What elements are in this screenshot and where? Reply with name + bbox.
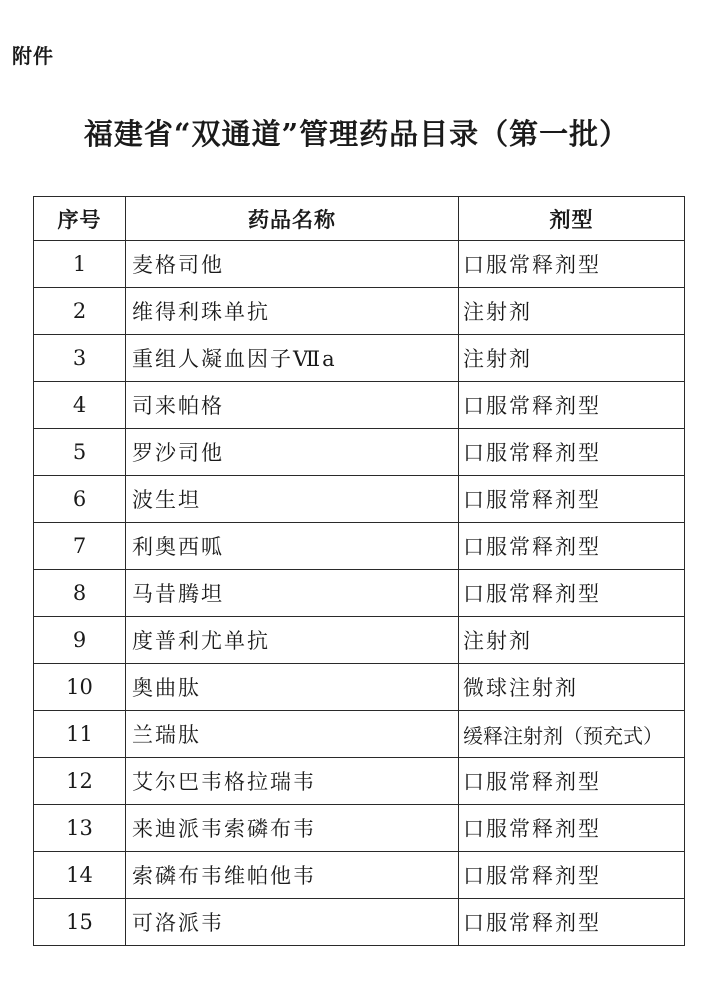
cell-serial-number: 10: [34, 664, 126, 711]
cell-serial-number: 14: [34, 852, 126, 899]
table-header: [34, 197, 685, 241]
table-row: [34, 288, 685, 335]
cell-drug-name: 维得利珠单抗: [126, 288, 459, 335]
cell-drug-name: 奥曲肽: [126, 664, 459, 711]
table-row: [34, 852, 685, 899]
header-row: [34, 197, 685, 241]
cell-dosage-form: 口服常释剂型: [459, 899, 685, 946]
cell-serial-number: 6: [34, 476, 126, 523]
cell-dosage-form: 缓释注射剂（预充式）: [459, 711, 685, 758]
table-row: [34, 476, 685, 523]
cell-drug-name: 利奥西呱: [126, 523, 459, 570]
cell-dosage-form: 口服常释剂型: [459, 523, 685, 570]
cell-serial-number: 7: [34, 523, 126, 570]
cell-drug-name: 度普利尤单抗: [126, 617, 459, 664]
document-title: 福建省“双通道”管理药品目录（第一批）: [83, 117, 630, 151]
cell-drug-name: 兰瑞肽: [126, 711, 459, 758]
cell-serial-number: 8: [34, 570, 126, 617]
cell-serial-number: 11: [34, 711, 126, 758]
attachment-label: 附件: [12, 44, 54, 68]
table-row: [34, 335, 685, 382]
cell-dosage-form: 口服常释剂型: [459, 570, 685, 617]
cell-dosage-form: 口服常释剂型: [459, 758, 685, 805]
header-serial-number: 序号: [34, 197, 126, 241]
cell-drug-name: 马昔腾坦: [126, 570, 459, 617]
table-row: [34, 570, 685, 617]
cell-drug-name: 罗沙司他: [126, 429, 459, 476]
cell-serial-number: 3: [34, 335, 126, 382]
cell-serial-number: 12: [34, 758, 126, 805]
cell-serial-number: 4: [34, 382, 126, 429]
table-row: [34, 382, 685, 429]
cell-drug-name: 来迪派韦索磷布韦: [126, 805, 459, 852]
cell-serial-number: 1: [34, 241, 126, 288]
cell-dosage-form: 注射剂: [459, 288, 685, 335]
table-row: [34, 241, 685, 288]
table-row: [34, 617, 685, 664]
cell-serial-number: 13: [34, 805, 126, 852]
cell-dosage-form: 注射剂: [459, 335, 685, 382]
cell-serial-number: 9: [34, 617, 126, 664]
cell-dosage-form: 口服常释剂型: [459, 852, 685, 899]
cell-drug-name: 索磷布韦维帕他韦: [126, 852, 459, 899]
drug-list-table: [33, 196, 685, 946]
cell-dosage-form: 口服常释剂型: [459, 805, 685, 852]
cell-drug-name: 重组人凝血因子Ⅶa: [126, 335, 459, 382]
cell-drug-name: 麦格司他: [126, 241, 459, 288]
table-row: [34, 711, 685, 758]
header-dosage-form: 剂型: [459, 197, 685, 241]
cell-dosage-form: 口服常释剂型: [459, 382, 685, 429]
cell-serial-number: 15: [34, 899, 126, 946]
cell-dosage-form: 口服常释剂型: [459, 429, 685, 476]
table-row: [34, 523, 685, 570]
cell-dosage-form: 口服常释剂型: [459, 476, 685, 523]
table-row: [34, 899, 685, 946]
cell-drug-name: 司来帕格: [126, 382, 459, 429]
table-row: [34, 758, 685, 805]
table-body: [34, 241, 685, 946]
table-row: [34, 664, 685, 711]
cell-dosage-form: 注射剂: [459, 617, 685, 664]
cell-drug-name: 艾尔巴韦格拉瑞韦: [126, 758, 459, 805]
cell-drug-name: 可洛派韦: [126, 899, 459, 946]
table-row: [34, 805, 685, 852]
cell-serial-number: 5: [34, 429, 126, 476]
cell-dosage-form: 微球注射剂: [459, 664, 685, 711]
cell-drug-name: 波生坦: [126, 476, 459, 523]
table-row: [34, 429, 685, 476]
cell-dosage-form: 口服常释剂型: [459, 241, 685, 288]
header-drug-name: 药品名称: [126, 197, 459, 241]
cell-serial-number: 2: [34, 288, 126, 335]
